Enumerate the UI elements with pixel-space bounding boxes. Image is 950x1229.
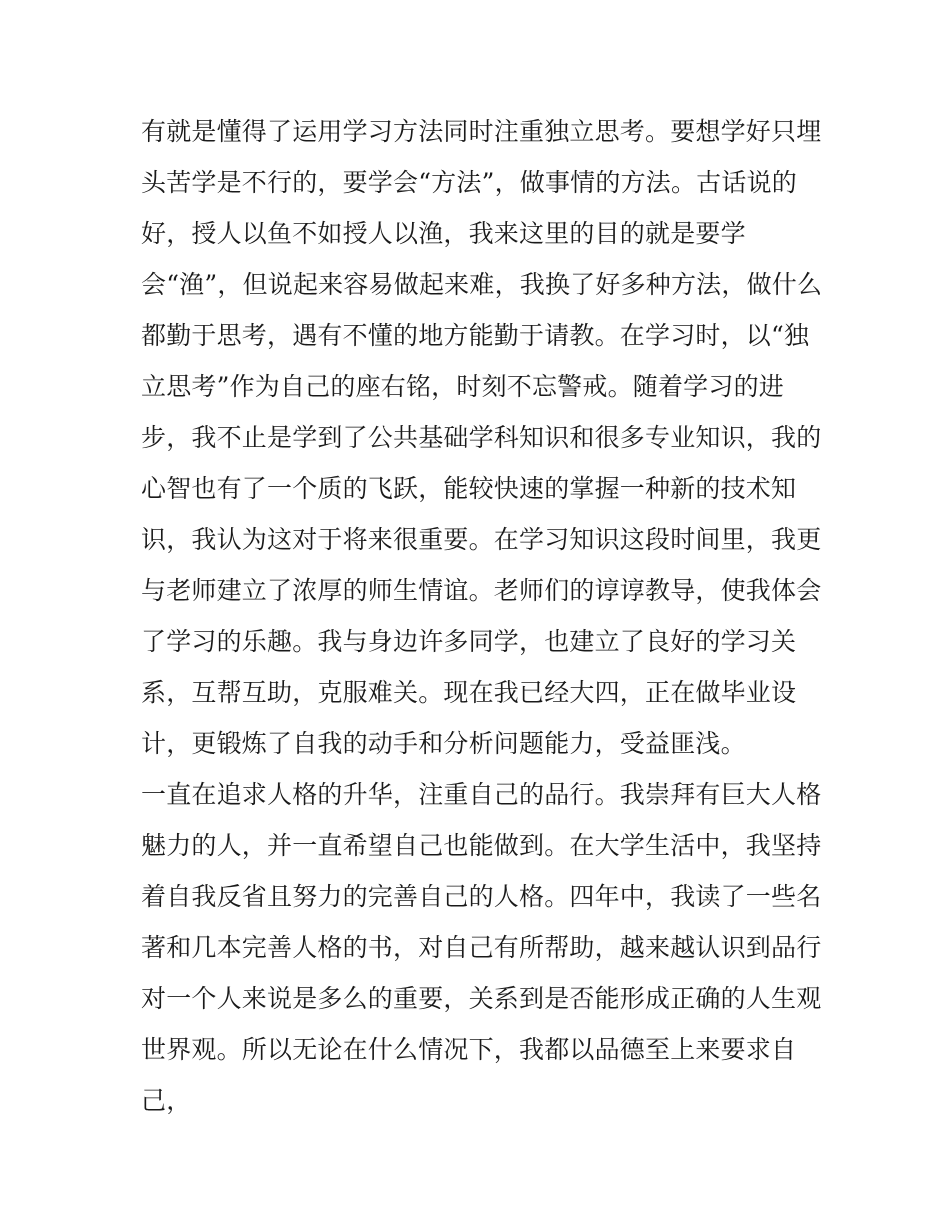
text-line: 有就是懂得了运用学习方法同时注重独立思考。要想学好只埋 [141, 117, 822, 146]
text-line: 立思考”作为自己的座右铭，时刻不忘警戒。随着学习的进 [141, 372, 784, 401]
text-line: 与老师建立了浓厚的师生情谊。老师们的谆谆教导，使我体会 [141, 576, 822, 605]
text-line: 心智也有了一个质的飞跃，能较快速的掌握一种新的技术知 [141, 474, 797, 503]
text-line: 着自我反省且努力的完善自己的人格。四年中，我读了一些名 [141, 882, 822, 911]
text-line: 好，授人以鱼不如授人以渔，我来这里的目的就是要学 [141, 219, 746, 248]
text-line: 步，我不止是学到了公共基础学科知识和很多专业知识，我的 [141, 423, 822, 452]
text-line: 了学习的乐趣。我与身边许多同学，也建立了良好的学习关 [141, 627, 797, 656]
text-line: 计，更锻炼了自我的动手和分析问题能力，受益匪浅。 [141, 729, 746, 758]
text-line: 己， [141, 1086, 192, 1115]
text-line: 都勤于思考，遇有不懂的地方能勤于请教。在学习时，以“独 [141, 321, 810, 350]
text-line: 著和几本完善人格的书，对自己有所帮助，越来越认识到品行 [141, 933, 822, 962]
text-line: 世界观。所以无论在什么情况下，我都以品德至上来要求自 [141, 1035, 797, 1064]
text-line: 系，互帮互助，克服难关。现在我已经大四，正在做毕业设 [141, 678, 797, 707]
text-line: 魅力的人，并一直希望自己也能做到。在大学生活中，我坚持 [141, 831, 822, 860]
body-text [141, 106, 821, 1126]
text-line: 识，我认为这对于将来很重要。在学习知识这段时间里，我更 [141, 525, 822, 554]
text-line: 会“渔”，但说起来容易做起来难，我换了好多种方法，做什么 [141, 270, 823, 299]
text-line: 头苦学是不行的，要学会“方法”，做事情的方法。古话说的 [141, 168, 797, 197]
text-line: 对一个人来说是多么的重要，关系到是否能形成正确的人生观 [141, 984, 822, 1013]
text-line: 一直在追求人格的升华，注重自己的品行。我崇拜有巨大人格 [141, 780, 822, 809]
